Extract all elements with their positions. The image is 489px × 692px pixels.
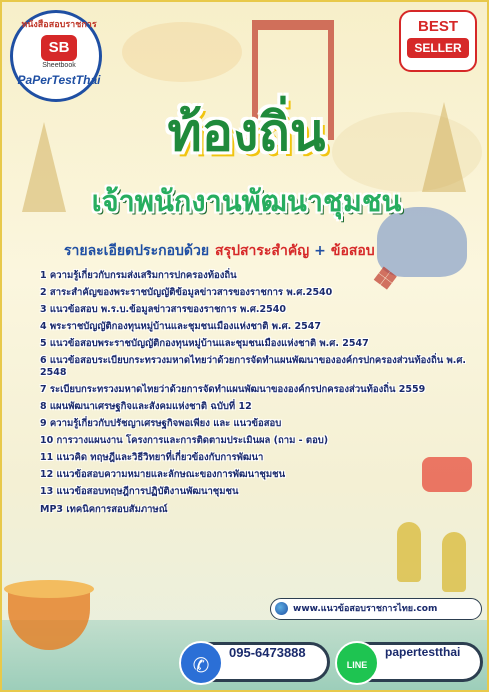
list-item: 3 แนวข้อสอบ พ.ร.บ.ข้อมูลข่าวสารของราชการ พ.ศ.2540 xyxy=(40,304,286,315)
details-exam: ข้อสอบ xyxy=(330,243,375,259)
line-app-icon: LINE xyxy=(335,641,379,685)
list-item: 6 แนวข้อสอบระเบียบกระทรวงมหาดไทยว่าด้วยการจัดทำแผนพัฒนาขององค์กรปกครองส่วนท้องถิ่น พ.ศ. 2548 xyxy=(40,355,467,378)
phone-number: 095-6473888 xyxy=(229,645,306,660)
line-contact[interactable] xyxy=(338,642,483,682)
list-item: 13 แนวข้อสอบทฤษฎีการปฏิบัติงานพัฒนาชุมชน xyxy=(40,486,239,497)
list-item: 1 ความรู้เกี่ยวกับกรมส่งเสริมการปกครองท้องถิ่น xyxy=(40,270,237,281)
details-prefix: รายละเอียดประกอบด้วย xyxy=(64,243,210,259)
list-item: 9 ความรู้เกี่ยวกับปรัชญาเศรษฐกิจพอเพียง และ แนวข้อสอบ xyxy=(40,418,282,429)
list-item: 5 แนวข้อสอบพระราชบัญญัติกองทุนหมู่บ้านและชุมชนเมืองแห่งชาติ พ.ศ. 2547 xyxy=(40,338,369,349)
logo-subtext: Sheetbook xyxy=(42,62,76,69)
page-title: ท้องถิ่น xyxy=(167,103,326,163)
list-item: 2 สาระสำคัญของพระราชบัญญัติข้อมูลข่าวสารของราชการ พ.ศ.2540 xyxy=(40,287,333,298)
website-url: www.แนวข้อสอบราชการไทย.com xyxy=(293,604,438,614)
topic-list xyxy=(40,270,470,517)
list-item: 12 แนวข้อสอบความหมายและลักษณะของการพัฒนาชุมชน xyxy=(40,469,286,480)
logo-brand-name: PaPerTestThai xyxy=(17,73,101,87)
logo-ring-text: หนังสือสอบราชการ xyxy=(21,19,97,29)
list-item: 8 แผนพัฒนาเศรษฐกิจและสังคมแห่งชาติ ฉบับที่ 12 xyxy=(40,401,252,412)
line-id: papertestthai xyxy=(385,645,461,659)
list-item: 11 แนวคิด ทฤษฎีและวิธีวิทยาที่เกี่ยวข้องกับการพัฒนา xyxy=(40,452,264,463)
page-subtitle: เจ้าพนักงานพัฒนาชุมชน xyxy=(91,184,402,218)
list-item: 7 ระเบียบกระทรวงมหาดไทยว่าด้วยการจัดทำแผนพัฒนาขององค์กรปกครองส่วนท้องถิ่น 2559 xyxy=(40,384,426,395)
dancer-decoration xyxy=(397,522,421,582)
list-item: 10 การวางแผนงาน โครงการและการติดตามประเมินผล (ถาม - ตอบ) xyxy=(40,435,329,446)
cloud-shape xyxy=(122,22,242,82)
dancer-decoration xyxy=(442,532,466,592)
list-item-extra: MP3 เทคนิคการสอบสัมภาษณ์ xyxy=(40,504,168,515)
list-item: 4 พระราชบัญญัติกองทุนหมู่บ้านและชุมชนเมืองแห่งชาติ พ.ศ. 2547 xyxy=(40,321,321,332)
phone-icon: ✆ xyxy=(179,641,223,685)
details-line xyxy=(64,240,375,262)
publisher-logo xyxy=(10,10,102,102)
best-seller-badge xyxy=(399,10,477,72)
best-seller-line2: SELLER xyxy=(407,38,469,58)
thailand-art-decoration: ❖ xyxy=(369,261,402,298)
logo-badge: SB xyxy=(41,35,77,61)
globe-icon xyxy=(275,602,288,615)
details-summary: สรุปสาระสำคัญ xyxy=(215,243,310,259)
website-link[interactable] xyxy=(270,598,482,620)
phone-contact[interactable] xyxy=(182,642,330,682)
details-plus: + xyxy=(314,243,326,259)
best-seller-line1: BEST xyxy=(417,18,458,35)
